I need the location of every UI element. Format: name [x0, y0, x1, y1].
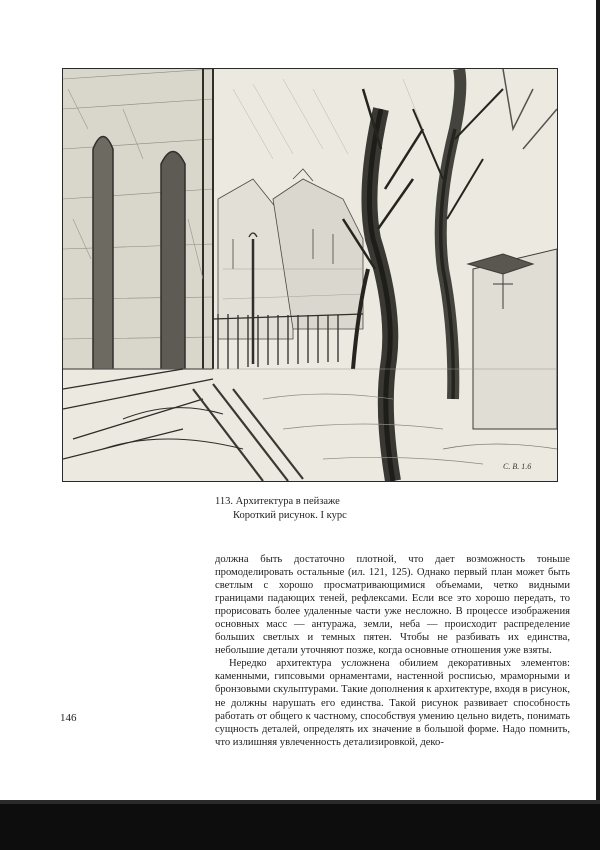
body-text: [215, 553, 570, 749]
paragraph-1: должна быть достаточно плотной, что дает возможность тоньше промоделировать остальные (ил. 121, 125). Однако первый план может быть светлым с хорошо просматривающимися объемами, четко видными границами падающих теней, рефлексами. Если все это хорошо передать, то прорисовать более удаленные части уже несложно. В процессе изображения основных масс — антуража, земли, неба — происходит распределение больших светлых и темных пятен. Чтобы не разбивать их единства, небольшие детали уточняют позже, когда основные отношения уже взяты.: [215, 554, 570, 657]
architecture-sketch-illustration: [62, 68, 558, 482]
paragraph-2: Нередко архитектура усложнена обилием декоративных элементов: каменными, гипсовыми орнаментами, настенной росписью, мраморными и бронзовыми скульптурами. Такие дополнения к архитектуре, входя в рисунок, не должны нарушать его единства. Такой рисунок развивает способность работать от общего к частному, способствуя умению цельно видеть, понимать сущность деталей, определять их значение в большой форме. Надо помнить, что излишняя увлеченность детализировкой, деко-: [215, 658, 570, 748]
page-edge: [596, 0, 600, 850]
right-building: [468, 249, 557, 429]
figure-caption: [215, 495, 515, 523]
page-number: 146: [60, 712, 77, 724]
church-facade: [63, 69, 213, 369]
caption-title: 113. Архитектура в пейзаже: [215, 496, 340, 507]
scan-bottom-border: [0, 800, 600, 850]
caption-subtitle: Короткий рисунок. I курс: [233, 510, 347, 521]
artist-signature: С. В. 1.6: [503, 462, 532, 471]
